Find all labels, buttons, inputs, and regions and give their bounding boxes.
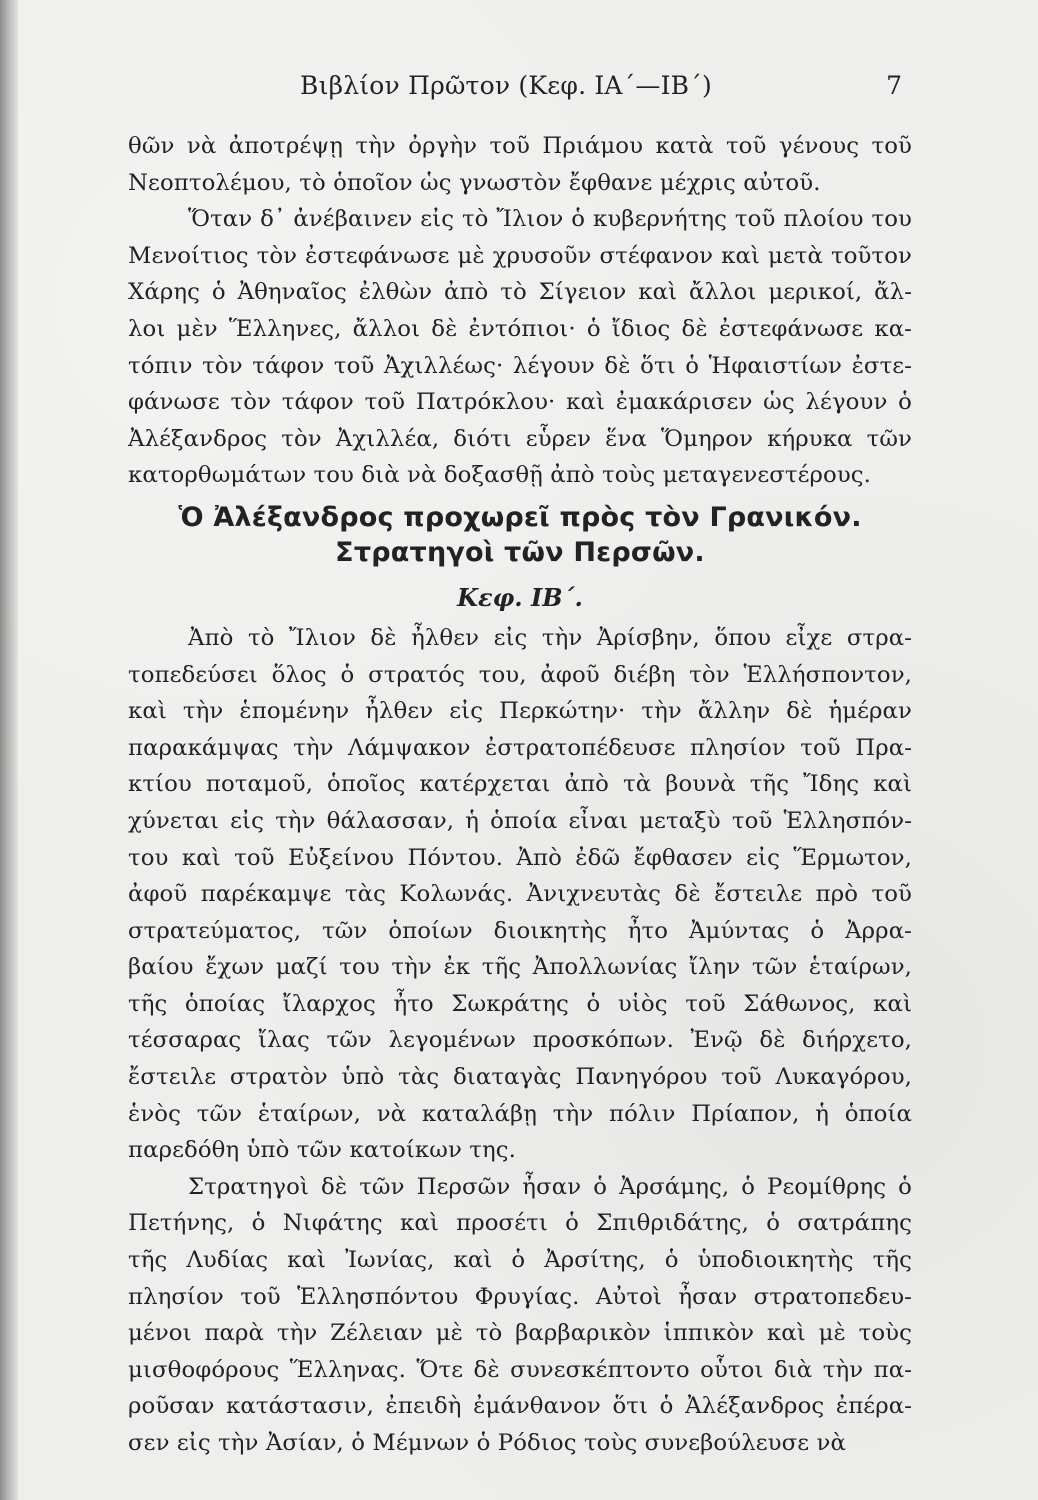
main-paragraph-1 [128,620,912,1169]
page-left-shadow [0,0,18,1500]
running-head: Βιβλίον Πρῶτον (Κεφ. ΙΑ΄—ΙΒ΄) [300,71,712,100]
text-line: παρακάμψας τὴν Λάμψακον ἐστρατοπέδευσε πλησίον τοῦ Πρα- [128,734,912,761]
text-line: στρατεύματος, τῶν ὁποίων διοικητὴς ἦτο Ἀμύντας ὁ Ἀρρα- [128,917,912,944]
text-line: κατορθωμάτων του διὰ νὰ δοξασθῇ ἀπὸ τοὺς μεταγενεστέρους. [128,462,872,489]
text-line: κτίου ποταμοῦ, ὁποῖος κατέρχεται ἀπὸ τὰ βουνὰ τῆς Ἴδης καὶ [128,771,912,798]
section-heading-line-1: Ὁ Ἀλέξανδρος προχωρεῖ πρὸς τὸν Γρανικόν. [178,501,862,533]
text-line: ἑνὸς τῶν ἑταίρων, νὰ καταλάβῃ τὴν πόλιν Πρίαπον, ἡ ὁποία [128,1100,912,1127]
text-line: Νεοπτολέμου, τὸ ὁποῖον ὡς γνωστὸν ἔφθανε μέχρις αὐτοῦ. [128,169,821,196]
page-header [130,66,910,106]
text-line: Ἀπὸ τὸ Ἴλιον δὲ ἦλθεν εἰς τὴν Ἀρίσβην, ὅπου εἶχε στρα- [188,624,912,651]
text-line: Στρατηγοὶ δὲ τῶν Περσῶν ἦσαν ὁ Ἀρσάμης, ὁ Ρεομίθρης ὁ [188,1173,912,1200]
text-line: τῆς ὁποίας ἴλαρχος ἦτο Σωκράτης ὁ υἱὸς τοῦ Σάθωνος, καὶ [128,990,912,1017]
text-line: μισθοφόρους Ἕλληνας. Ὅτε δὲ συνεσκέπτοντο οὗτοι διὰ τὴν πα- [128,1356,912,1383]
text-line: Χάρης ὁ Ἀθηναῖος ἐλθὼν ἀπὸ τὸ Σίγειον καὶ ἄλλοι μερικοί, ἄλ- [128,279,912,306]
text-line: τόπιν τὸν τάφον τοῦ Ἀχιλλέως· λέγουν δὲ ὅτι ὁ Ἡφαιστίων ἐστε- [128,352,912,379]
text-line: του καὶ τοῦ Εὐξείνου Πόντου. Ἀπὸ ἐδῶ ἔφθασεν εἰς Ἕρμωτον, [128,844,912,871]
text-line: τῆς Λυδίας καὶ Ἰωνίας, καὶ ὁ Ἀρσίτης, ὁ ὑποδιοικητὴς τῆς [128,1247,912,1274]
text-line: βαίου ἔχων μαζί του τὴν ἐκ τῆς Ἀπολλωνίας ἴλην τῶν ἑταίρων, [128,954,912,981]
text-line: ἀφοῦ παρέκαμψε τὰς Κολωνάς. Ἀνιχνευτὰς δὲ ἔστειλε πρὸ τοῦ [128,881,912,908]
text-line: Μενοίτιος τὸν ἐστεφάνωσε μὲ χρυσοῦν στέφανον καὶ μετὰ τοῦτον [128,242,912,269]
text-line: φάνωσε τὸν τάφον τοῦ Πατρόκλου· καὶ ἐμακάρισεν ὡς λέγουν ὁ [128,389,912,416]
text-line: χύνεται εἰς τὴν θάλασσαν, ἡ ὁποία εἶναι μεταξὺ τοῦ Ἑλλησπόν- [128,807,912,834]
text-line: παρεδόθη ὑπὸ τῶν κατοίκων της. [128,1137,516,1164]
text-line: μένοι παρὰ τὴν Ζέλειαν μὲ τὸ βαρβαρικὸν ἱππικὸν καὶ μὲ τοὺς [128,1320,912,1347]
text-line: τέσσαρας ἴλας τῶν λεγομένων προσκόπων. Ἐνῷ δὲ διήρχετο, [128,1027,912,1054]
text-line: ἔστειλε στρατὸν ὑπὸ τὰς διαταγὰς Πανηγόρου τοῦ Λυκαγόρου, [128,1064,912,1091]
chapter-label: Κεφ. ΙΒ΄. [457,582,583,612]
text-line: ροῦσαν κατάστασιν, ἐπειδὴ ἐμάνθανον ὅτι ὁ Ἀλέξανδρος ἐπέρα- [128,1393,912,1420]
text-line: θῶν νὰ ἀποτρέψῃ τὴν ὀργὴν τοῦ Πριάμου κατὰ τοῦ γένους τοῦ [128,133,912,159]
text-line: σεν εἰς τὴν Ἀσίαν, ὁ Μέμνων ὁ Ρόδιος τοὺς συνεβούλευσε νὰ [128,1430,847,1456]
text-line: Ἀλέξανδρος τὸν Ἀχιλλέα, διότι εὗρεν ἕνα Ὅμηρον κήρυκα τῶν [128,425,912,452]
story-paragraph [128,201,912,494]
text-line: τοπεδεύσει ὅλος ὁ στρατός του, ἀφοῦ διέβη τὸν Ἑλλήσποντον, [128,661,912,688]
page-content [128,128,912,1468]
text-line: Ὅταν δ᾽ ἀνέβαινεν εἰς τὸ Ἴλιον ὁ κυβερνήτης τοῦ πλοίου του [188,206,912,233]
text-line: Πετήνης, ὁ Νιφάτης καὶ προσέτι ὁ Σπιθριδάτης, ὁ σατράπης [128,1210,912,1237]
opening-paragraph [128,128,912,201]
section-heading-line-2: Στρατηγοὶ τῶν Περσῶν. [335,536,705,568]
main-paragraph-2 [128,1169,912,1462]
text-line: καὶ τὴν ἑπομένην ἦλθεν εἰς Περκώτην· τὴν ἄλλην δὲ ἡμέραν [128,698,912,725]
page-number: 7 [886,71,902,100]
text-line: λοι μὲν Ἕλληνες, ἄλλοι δὲ ἐντόπιοι· ὁ ἴδιος δὲ ἐστεφάνωσε κα- [128,315,912,342]
text-line: πλησίον τοῦ Ἑλλησπόντου Φρυγίας. Αὐτοὶ ἦσαν στρατοπεδευ- [128,1283,912,1310]
